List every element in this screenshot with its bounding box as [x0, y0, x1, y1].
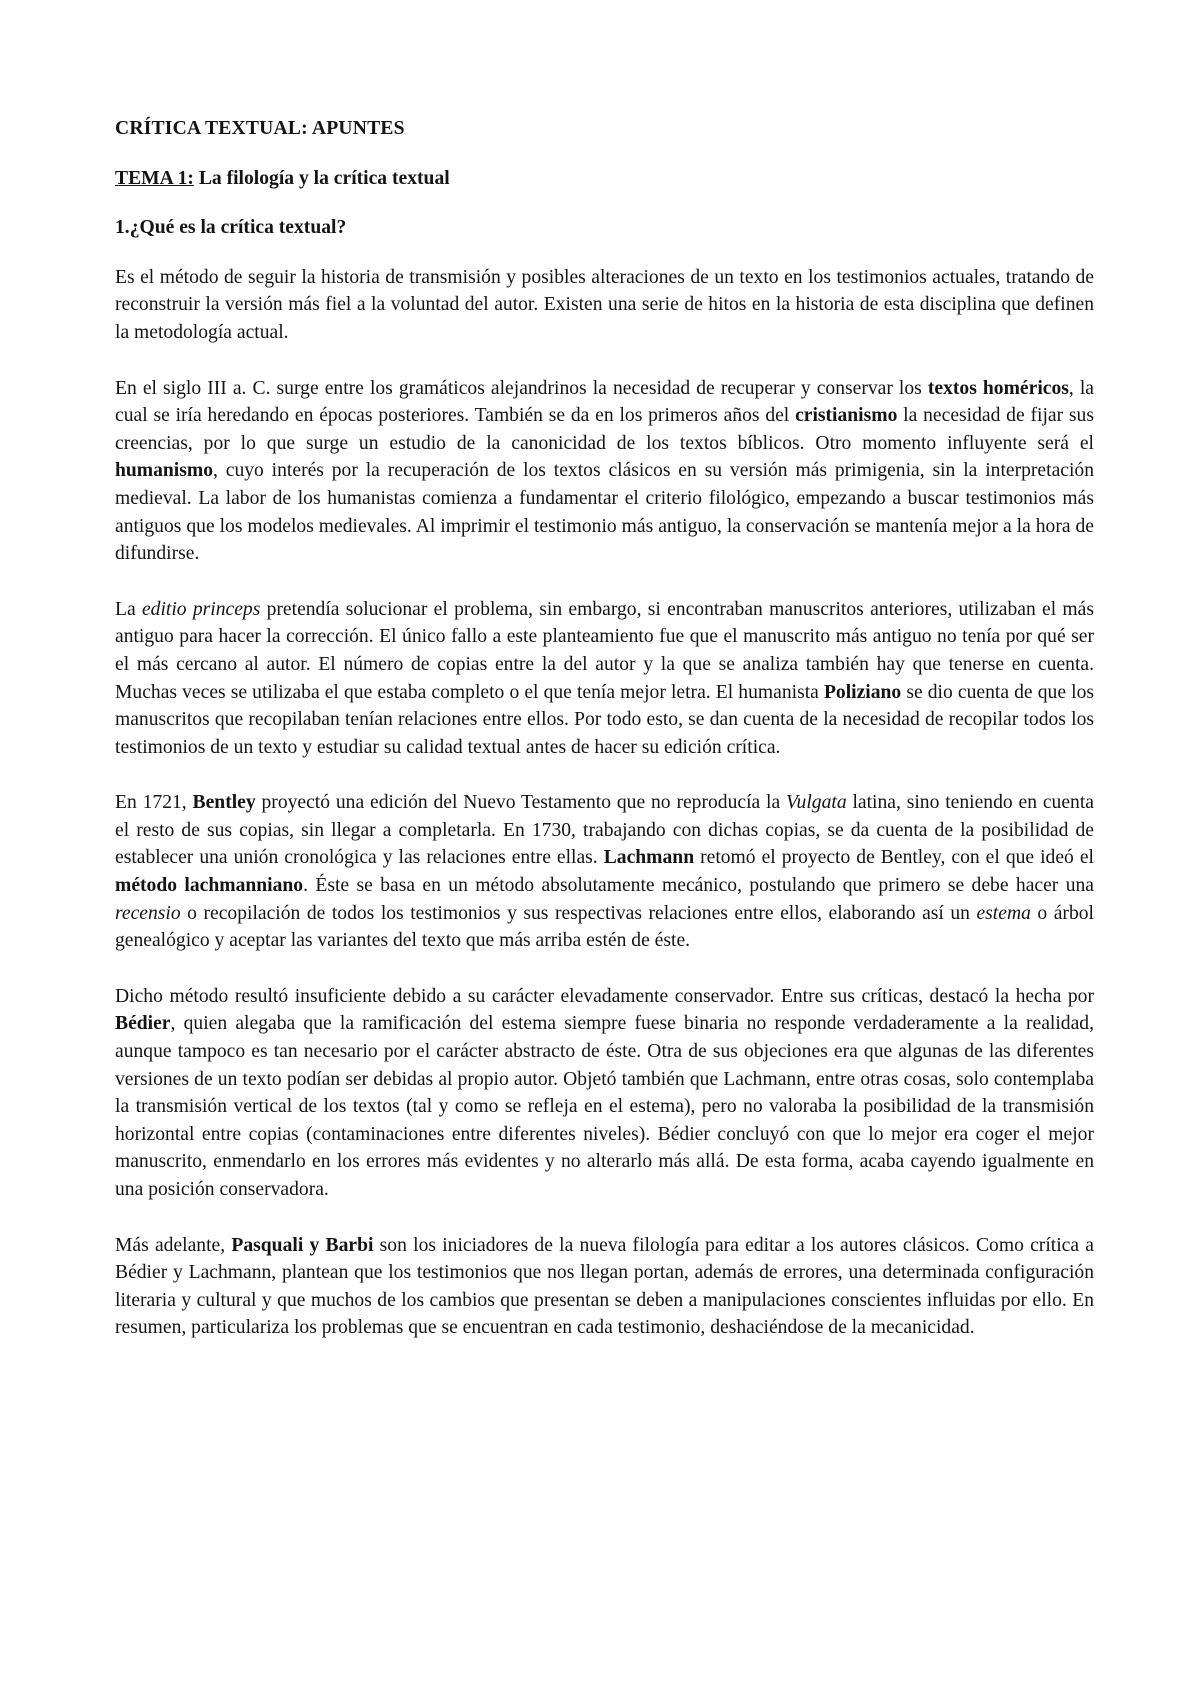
- paragraph-text: son los iniciadores de la nueva filología para editar a los autores clásicos. Como crítica a Bédier y Lachmann, plantean que los testimonios que nos llegan portan, además de errores, una determinada configuración literaria y cultural y que muchos de los cambios que presentan se deben a manipulaciones conscientes influidas por ello. En resumen, particulariza los problemas que se encuentran en cada testimonio, deshaciéndose de la mecanicidad.: [115, 1234, 1094, 1339]
- paragraph-definition: [115, 264, 1094, 347]
- paragraph-text: o árbol genealógico y aceptar las variantes del texto que más arriba estén de éste.: [115, 902, 1094, 952]
- section-heading: 1.¿Qué es la crítica textual?: [115, 217, 347, 239]
- paragraph-text: pretendía solucionar el problema, sin embargo, si encontraban manuscritos anteriores, utilizaban el más antiguo para hacer la corrección. El único fallo a este planteamiento fue que el manuscrito más antiguo no tenía por qué ser el más cercano al autor. El número de copias entre la del autor y la que se analiza también hay que tenerse en cuenta. Muchas veces se utilizaba el que estaba completo o el que tenía mejor letra. El humanista: [115, 598, 1094, 703]
- paragraph-text: , quien alegaba que la ramificación del estema siempre fuese binaria no responde verdaderamente a la realidad, aunque tampoco es tan necesario por el carácter abstracto de éste. Otra de sus objeciones era que algunas de las diferentes versiones de un texto podían ser debidas al propio autor. Objetó también que Lachmann, entre otras cosas, solo contemplaba la transmisión vertical de los textos (tal y como se refleja en el estema), pero no valoraba la posibilidad de la transmisión horizontal entre copias (contaminaciones entre diferentes niveles). Bédier concluyó con que lo mejor era coger el mejor manuscrito, enmendarlo en los errores más evidentes y no alterarlo más allá. De esta forma, acaba cayendo igualmente en una posición conservadora.: [115, 1013, 1094, 1200]
- bold-term: textos homéricos: [927, 377, 1069, 399]
- bold-term: Bédier: [115, 1013, 171, 1035]
- paragraph-text: . Éste se basa en un método absolutamente mecánico, postulando que primero se debe hacer una: [303, 875, 1094, 897]
- paragraph-text: En 1721,: [115, 792, 193, 814]
- paragraph-text: En el siglo III a. C. surge entre los gramáticos alejandrinos la necesidad de recuperar y conservar los: [115, 377, 928, 399]
- italic-term: recensio: [115, 902, 181, 924]
- italic-term: Vulgata: [786, 792, 847, 814]
- topic-heading: [115, 165, 1094, 193]
- bold-term: Pasquali y Barbi: [231, 1234, 374, 1256]
- topic-label: TEMA 1:: [115, 167, 194, 189]
- paragraph-pasquali-barbi: [115, 1232, 1094, 1342]
- bold-term: Lachmann: [603, 847, 695, 869]
- bold-term: método lachmanniano: [115, 875, 304, 897]
- paragraph-text: Es el método de seguir la historia de transmisión y posibles alteraciones de un texto en los testimonios actuales, tratando de reconstruir la versión más fiel a la voluntad del autor. Existen una serie de hitos en la historia de esta disciplina que definen la metodología actual.: [115, 266, 1094, 343]
- paragraph-history: [115, 375, 1094, 568]
- bold-term: Bentley: [192, 792, 256, 814]
- paragraph-bentley-lachmann: [115, 789, 1094, 955]
- bold-term: Poliziano: [823, 681, 902, 703]
- bold-term: humanismo: [115, 460, 213, 482]
- paragraph-text: o recopilación de todos los testimonios y sus respectivas relaciones entre ellos, elaborando así un: [180, 902, 977, 924]
- italic-term: editio princeps: [141, 598, 261, 620]
- paragraph-text: se dio cuenta de que los manuscritos que recopilaban tenían relaciones entre ellos. Por todo esto, se dan cuenta de la necesidad de recopilar todos los testimonios de un texto y estudiar su calidad textual antes de hacer su edición crítica.: [115, 681, 1094, 758]
- italic-term: estema: [976, 902, 1031, 924]
- paragraph-text: Dicho método resultó insuficiente debido a su carácter elevadamente conservador. Entre sus críticas, destacó la hecha por: [115, 985, 1094, 1007]
- topic-title: La filología y la crítica textual: [193, 167, 450, 189]
- paragraph-text: , cuyo interés por la recuperación de los textos clásicos en su versión más primigenia, sin la interpretación medieval. La labor de los humanistas comienza a fundamentar el criterio filológico, empezando a buscar testimonios más antiguos que los modelos medievales. Al imprimir el testimonio más antiguo, la conservación se mantenía mejor a la hora de difundirse.: [115, 460, 1094, 565]
- paragraph-text: Más adelante,: [115, 1234, 232, 1256]
- paragraph-text: latina, sino teniendo en cuenta el resto de sus copias, sin llegar a completarla. En 1730, trabajando con dichas copias, se da cuenta de la posibilidad de establecer una unión cronológica y las relaciones entre ellas.: [115, 792, 1094, 869]
- paragraph-editio-princeps: [115, 596, 1094, 762]
- bold-term: cristianismo: [795, 405, 898, 427]
- paragraph-text: proyectó una edición del Nuevo Testamento que no reproducía la: [255, 792, 787, 814]
- paragraph-text: , la cual se iría heredando en épocas posteriores. También se da en los primeros años del: [115, 377, 1094, 427]
- paragraph-text: la necesidad de fijar sus creencias, por lo que surge un estudio de la canonicidad de los textos bíblicos. Otro momento influyente será el: [115, 405, 1094, 454]
- paragraph-bedier: [115, 983, 1094, 1204]
- paragraph-text: retomó el proyecto de Bentley, con el que ideó el: [694, 847, 1094, 869]
- document-title: CRÍTICA TEXTUAL: APUNTES: [115, 118, 405, 139]
- paragraph-text: La: [115, 598, 142, 620]
